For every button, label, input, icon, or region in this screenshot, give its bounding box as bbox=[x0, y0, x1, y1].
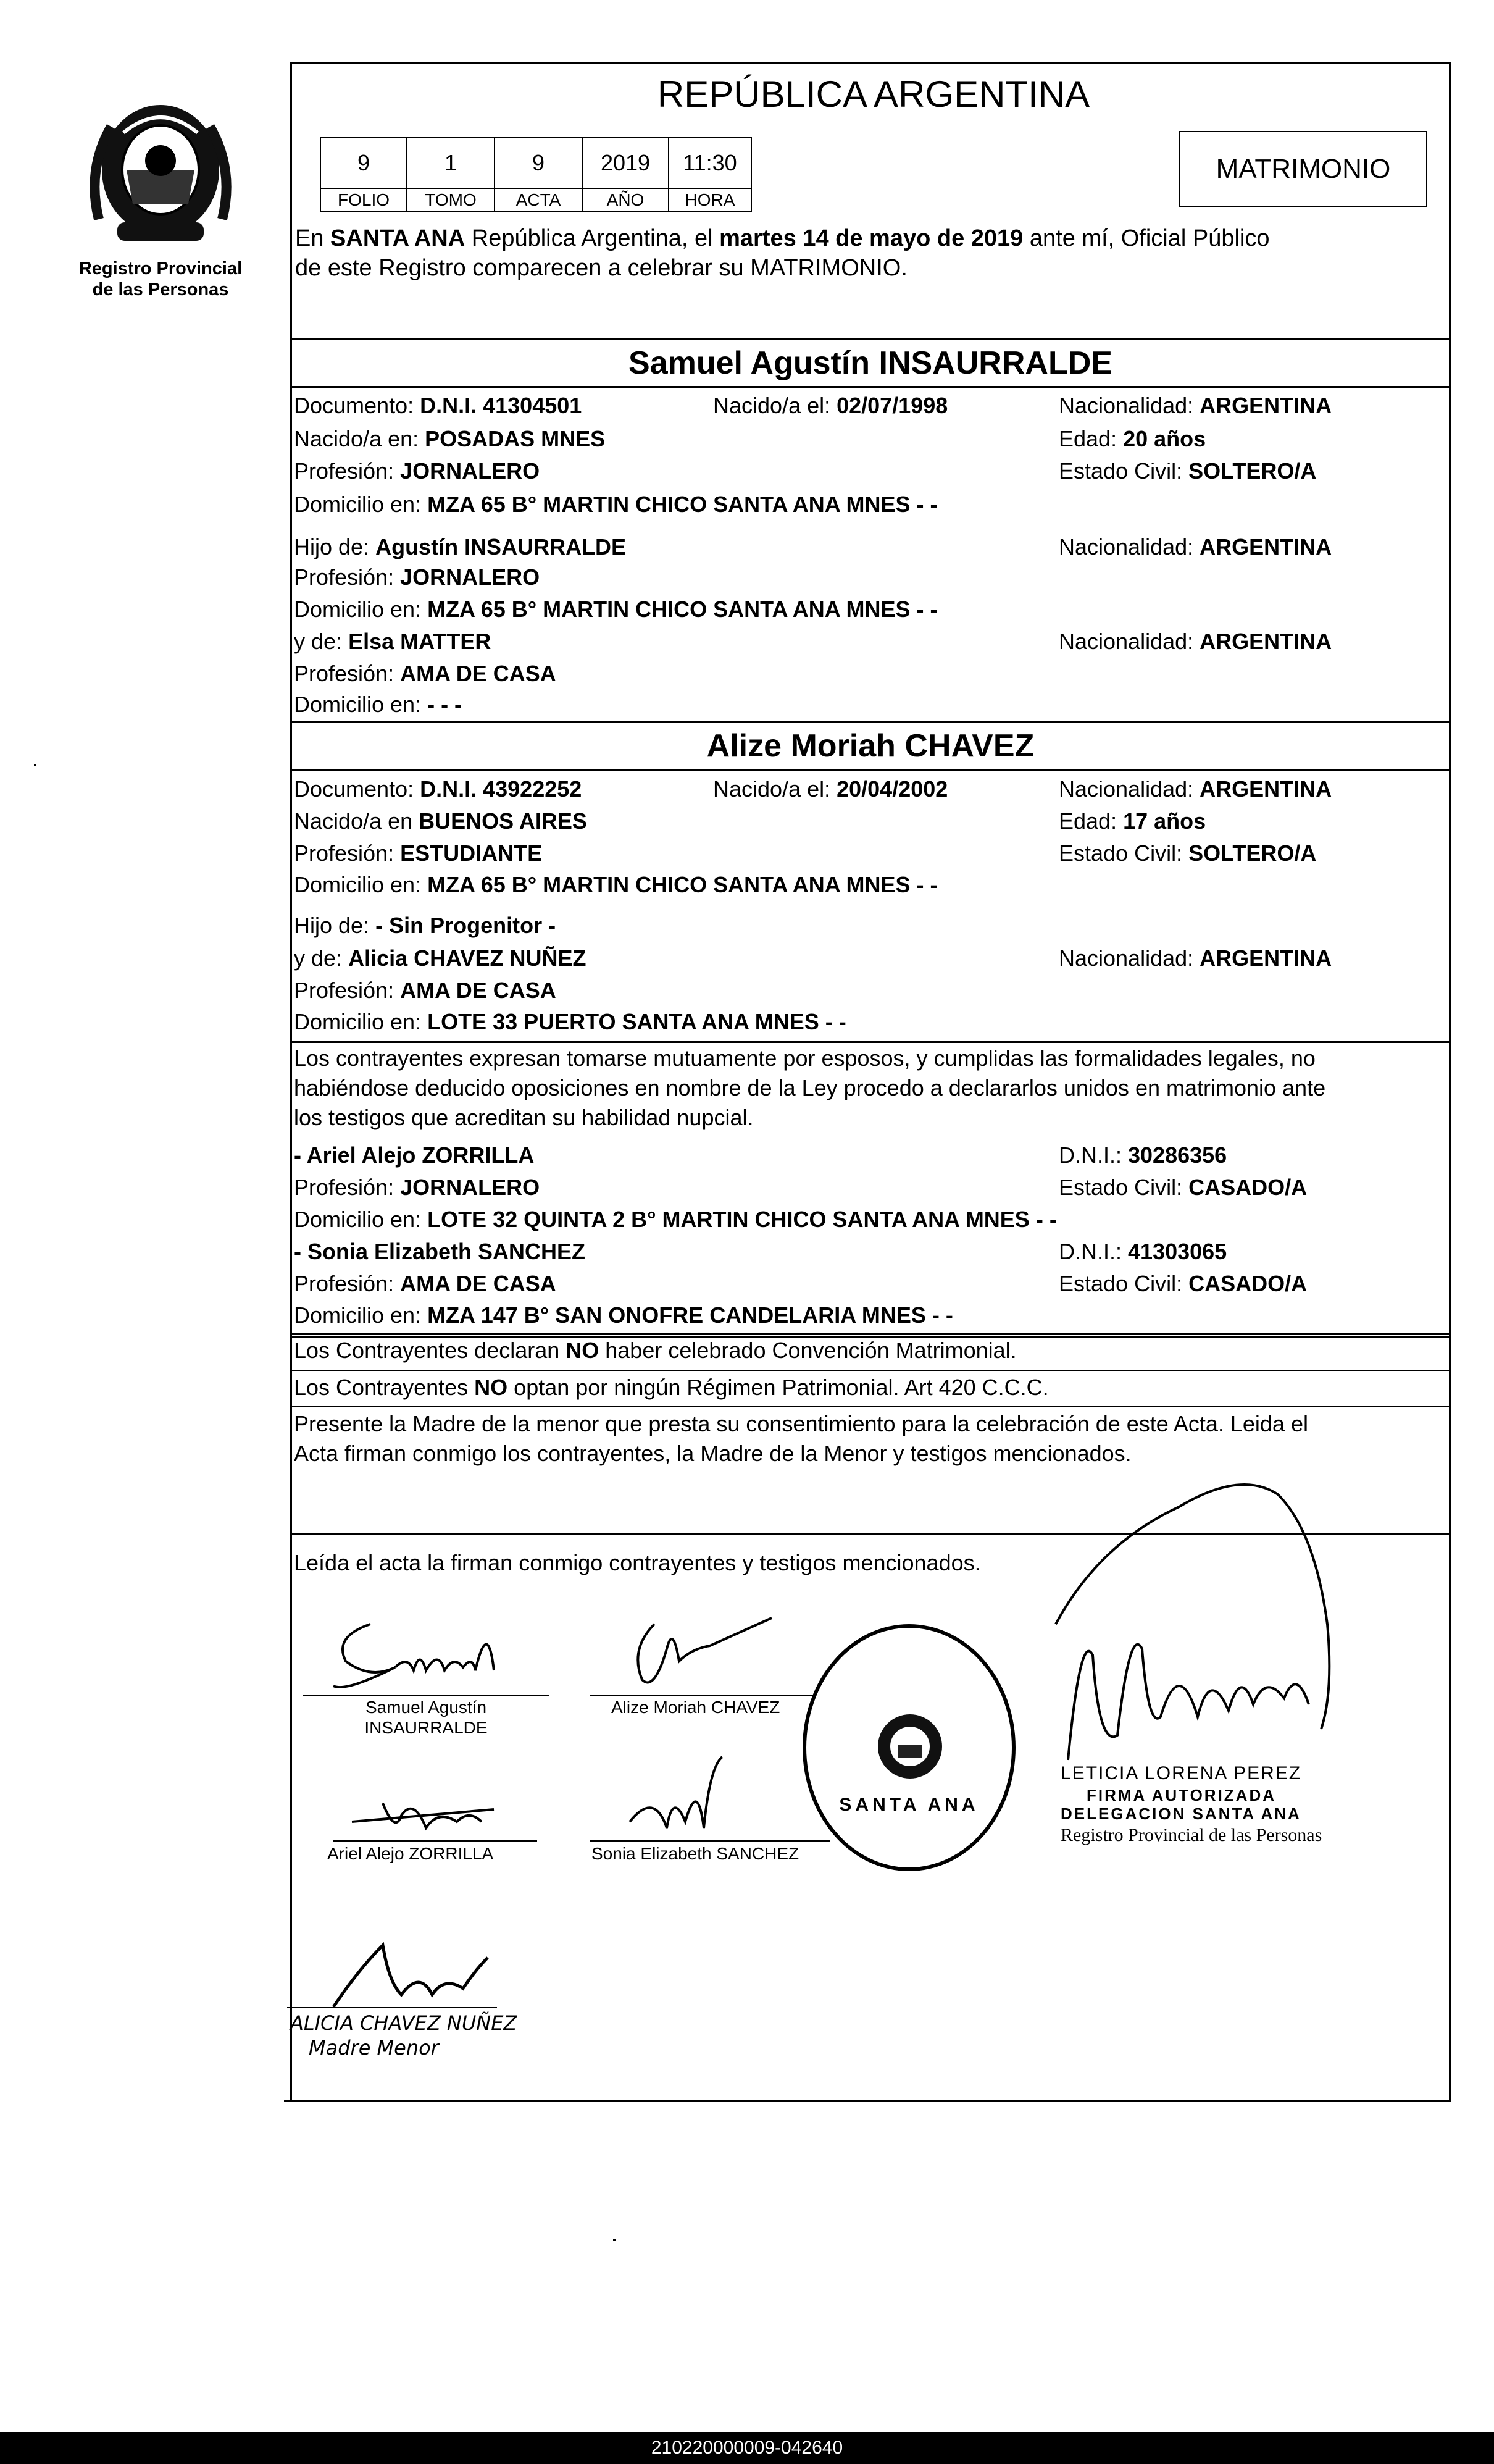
witness1-address: Domicilio en: LOTE 32 QUINTA 2 B° MARTIN CHICO SANTA ANA MNES - - bbox=[294, 1207, 1057, 1232]
bride-signature-icon bbox=[605, 1612, 790, 1704]
record-label-anio: AÑO bbox=[582, 188, 669, 212]
record-type-label: MATRIMONIO bbox=[1216, 154, 1391, 184]
registry-name-line2: de las Personas bbox=[92, 280, 229, 300]
bride-address: Domicilio en: MZA 65 B° MARTIN CHICO SANTA ANA MNES - - bbox=[294, 872, 938, 897]
intro-paragraph: En SANTA ANA República Argentina, el martes 14 de mayo de 2019 ante mí, Oficial Público de este Registro comparecen a celebrar su MATRIMONIO. bbox=[295, 225, 1270, 281]
groom-birthdate: Nacido/a el: 02/07/1998 bbox=[713, 393, 948, 418]
groom-mother-address: Domicilio en: - - - bbox=[294, 692, 462, 717]
official-title-3: Registro Provincial de las Personas bbox=[1061, 1825, 1322, 1845]
groom-nationality: Nacionalidad: ARGENTINA bbox=[1059, 393, 1332, 418]
registry-name-line1: Registro Provincial bbox=[78, 259, 243, 279]
witness2-civil-status: Estado Civil: CASADO/A bbox=[1059, 1271, 1308, 1296]
mother-handwritten-name: ALICIA CHAVEZ NUÑEZ Madre Menor bbox=[290, 2011, 517, 2060]
bride-birthdate: Nacido/a el: 20/04/2002 bbox=[713, 776, 948, 802]
groom-profession: Profesión: JORNALERO bbox=[294, 458, 540, 484]
witness1-name: - Ariel Alejo ZORRILLA bbox=[294, 1142, 535, 1168]
record-label-acta: ACTA bbox=[494, 188, 583, 212]
bride-mother-address: Domicilio en: LOTE 33 PUERTO SANTA ANA MNES - - bbox=[294, 1009, 846, 1034]
bride-nationality: Nacionalidad: ARGENTINA bbox=[1059, 776, 1332, 802]
record-value-tomo: 1 bbox=[406, 137, 495, 189]
bride-birthplace: Nacido/a en BUENOS AIRES bbox=[294, 808, 587, 834]
groom-mother: y de: Elsa MATTER bbox=[294, 629, 491, 654]
witness1-signature-icon bbox=[346, 1791, 506, 1840]
groom-birthplace: Nacido/a en: POSADAS MNES bbox=[294, 426, 606, 451]
groom-name-title: Samuel Agustín INSAURRALDE bbox=[628, 345, 1112, 381]
seal-emblem-icon bbox=[873, 1708, 947, 1785]
record-label-folio: FOLIO bbox=[320, 188, 407, 212]
witness2-address: Domicilio en: MZA 147 B° SAN ONOFRE CANDELARIA MNES - - bbox=[294, 1302, 953, 1328]
footer-bar bbox=[0, 2432, 1494, 2464]
groom-father: Hijo de: Agustín INSAURRALDE bbox=[294, 534, 627, 559]
witness1-signature-caption: Ariel Alejo ZORRILLA bbox=[327, 1844, 494, 1863]
bride-document: Documento: D.N.I. 43922252 bbox=[294, 776, 582, 802]
groom-signature-icon bbox=[321, 1612, 556, 1698]
groom-signature-caption: Samuel Agustín INSAURRALDE bbox=[364, 1698, 488, 1737]
groom-mother-nationality: Nacionalidad: ARGENTINA bbox=[1059, 629, 1332, 654]
official-signature-icon bbox=[1056, 1470, 1383, 1772]
witness1-dni: D.N.I.: 30286356 bbox=[1059, 1142, 1227, 1168]
declaration-paragraph: Los contrayentes expresan tomarse mutuamente por esposos, y cumplidas las formalidades legales, no habiéndose deducido oposiciones en nombre de la Ley procedo a declararlos unidos en matrimonio ante los testigos que acreditan su habilidad nupcial. bbox=[294, 1046, 1326, 1130]
country-title: REPÚBLICA ARGENTINA bbox=[657, 73, 1090, 115]
official-name: LETICIA LORENA PEREZ bbox=[1061, 1763, 1302, 1783]
bride-signature-caption: Alize Moriah CHAVEZ bbox=[611, 1698, 780, 1717]
witness2-dni: D.N.I.: 41303065 bbox=[1059, 1239, 1227, 1264]
groom-father-profession: Profesión: JORNALERO bbox=[294, 564, 540, 590]
groom-father-address: Domicilio en: MZA 65 B° MARTIN CHICO SANTA ANA MNES - - bbox=[294, 597, 938, 622]
official-title-1: FIRMA AUTORIZADA bbox=[1087, 1786, 1277, 1804]
witness2-profession: Profesión: AMA DE CASA bbox=[294, 1271, 556, 1296]
bride-age: Edad: 17 años bbox=[1059, 808, 1206, 834]
record-value-folio: 9 bbox=[320, 137, 407, 189]
seal-center-text: SANTA ANA bbox=[839, 1795, 979, 1815]
bride-father: Hijo de: - Sin Progenitor - bbox=[294, 913, 556, 938]
witness2-signature-caption: Sonia Elizabeth SANCHEZ bbox=[591, 1844, 799, 1863]
intro-city: SANTA ANA bbox=[330, 225, 465, 251]
signatures-intro: Leída el acta la firman conmigo contrayentes y testigos mencionados. bbox=[294, 1550, 981, 1575]
witness1-civil-status: Estado Civil: CASADO/A bbox=[1059, 1175, 1308, 1200]
bride-mother-profession: Profesión: AMA DE CASA bbox=[294, 978, 556, 1003]
groom-civil-status: Estado Civil: SOLTERO/A bbox=[1059, 458, 1317, 484]
record-value-acta: 9 bbox=[494, 137, 583, 189]
registry-seal bbox=[803, 1624, 1016, 1871]
intro-date: martes 14 de mayo de 2019 bbox=[719, 225, 1024, 251]
footer-code: 210220000009-042640 bbox=[651, 2437, 843, 2458]
mother-signature-icon bbox=[321, 1933, 500, 2019]
frame-bottom bbox=[284, 2100, 1451, 2102]
bride-mother-nationality: Nacionalidad: ARGENTINA bbox=[1059, 945, 1332, 971]
convention-line-1: Los Contrayentes declaran NO haber celebrado Convención Matrimonial. bbox=[294, 1338, 1017, 1363]
bride-profession: Profesión: ESTUDIANTE bbox=[294, 840, 543, 866]
frame-top bbox=[290, 62, 1451, 64]
record-label-tomo: TOMO bbox=[406, 188, 495, 212]
witness2-signature-icon bbox=[617, 1754, 766, 1846]
witness2-name: - Sonia Elizabeth SANCHEZ bbox=[294, 1239, 586, 1264]
groom-father-nationality: Nacionalidad: ARGENTINA bbox=[1059, 534, 1332, 559]
province-emblem-icon bbox=[80, 96, 241, 262]
consent-paragraph: Presente la Madre de la menor que presta su consentimiento para la celebración de este Acta. Leida el Acta firman conmigo los contrayentes, la Madre de la Menor y testigos mencionados. bbox=[294, 1411, 1308, 1466]
bride-mother: y de: Alicia CHAVEZ NUÑEZ bbox=[294, 945, 586, 971]
groom-mother-profession: Profesión: AMA DE CASA bbox=[294, 661, 556, 686]
record-type-box bbox=[1179, 131, 1427, 207]
groom-address: Domicilio en: MZA 65 B° MARTIN CHICO SANTA ANA MNES - - bbox=[294, 492, 938, 517]
groom-age: Edad: 20 años bbox=[1059, 426, 1206, 451]
bride-name-title: Alize Moriah CHAVEZ bbox=[706, 728, 1035, 764]
record-value-anio: 2019 bbox=[582, 137, 669, 189]
witness1-profession: Profesión: JORNALERO bbox=[294, 1175, 540, 1200]
record-value-hora: 11:30 bbox=[668, 137, 752, 189]
groom-document: Documento: D.N.I. 41304501 bbox=[294, 393, 582, 418]
convention-line-2: Los Contrayentes NO optan por ningún Régimen Patrimonial. Art 420 C.C.C. bbox=[294, 1375, 1049, 1400]
official-title-2: DELEGACION SANTA ANA bbox=[1061, 1804, 1301, 1823]
bride-civil-status: Estado Civil: SOLTERO/A bbox=[1059, 840, 1317, 866]
record-label-hora: HORA bbox=[668, 188, 752, 212]
